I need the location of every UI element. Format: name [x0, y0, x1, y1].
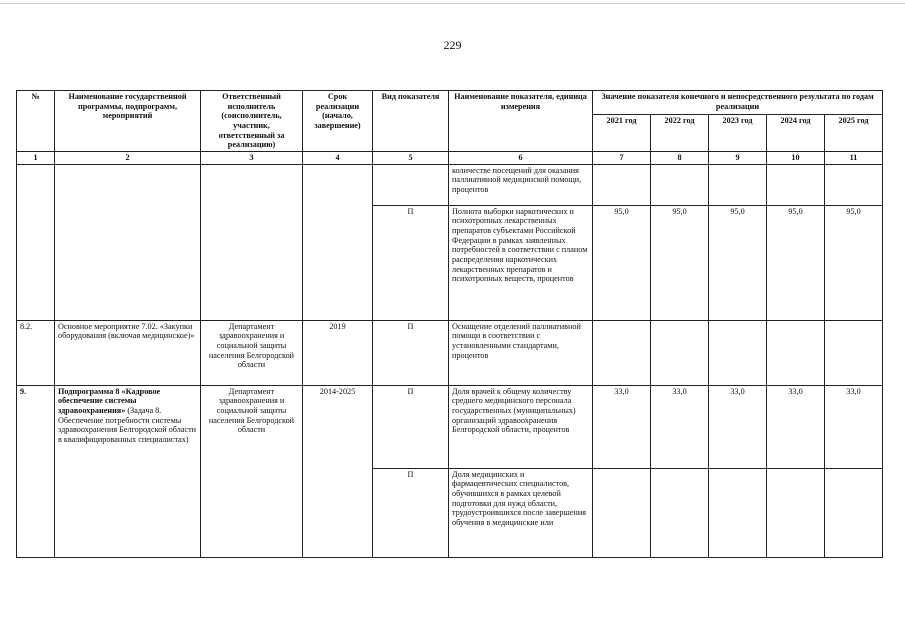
table-row	[17, 320, 883, 385]
cell-value	[651, 164, 709, 205]
cell-kind: П	[373, 385, 449, 468]
cell-indicator: Полнота выборки наркотических и психотропных лекарственных препаратов субъектами Российской Федерации в рамках заявленных потребностей в соответствии с планом распределения наркотических лекарственных препаратов и психотропных веществ, процентов	[449, 205, 593, 320]
cell-indicator: количестве посещений для оказания паллиативной медицинской помощи, процентов	[449, 164, 593, 205]
subprogram-title: Подпрограмма 8 «Кадровое обеспечение системы здравоохранения»	[58, 386, 161, 416]
cell-kind: П	[373, 320, 449, 385]
column-number: 3	[201, 152, 303, 165]
cell-value	[651, 320, 709, 385]
cell-indicator: Доля медицинских и фармацевтических специалистов, обучившихся в рамках целевой подготовки для нужд области, трудоустроившихся после завершения обучения в медицинские или	[449, 468, 593, 557]
cell-term: 2019	[303, 320, 373, 385]
cell-value	[825, 164, 883, 205]
cell-kind: П	[373, 468, 449, 557]
cell-indicator: Доля врачей к общему количеству среднего медицинского персонала государственных (муниципальных) организаций здравоохранения Белгородской области, процентов	[449, 385, 593, 468]
cell-value	[767, 468, 825, 557]
header-year-2023: 2023 год	[709, 115, 767, 152]
header-year-2021: 2021 год	[593, 115, 651, 152]
cell-value	[709, 320, 767, 385]
cell-value	[825, 320, 883, 385]
cell-term: 2014-2025	[303, 385, 373, 557]
cell-no	[17, 164, 55, 320]
cell-value	[825, 468, 883, 557]
header-name: Наименование государственной программы, подпрограмм, мероприятий	[55, 91, 201, 152]
cell-value: 95,0	[709, 205, 767, 320]
cell-value	[767, 164, 825, 205]
cell-value	[709, 468, 767, 557]
header-term: Срок реализации (начало, завершение)	[303, 91, 373, 152]
header-indicator: Наименование показателя, единица измерения	[449, 91, 593, 152]
column-number: 7	[593, 152, 651, 165]
header-year-2024: 2024 год	[767, 115, 825, 152]
cell-name	[55, 164, 201, 320]
page-number: 229	[443, 38, 462, 52]
column-number: 6	[449, 152, 593, 165]
header-year-2025: 2025 год	[825, 115, 883, 152]
cell-executor	[201, 164, 303, 320]
cell-value	[593, 468, 651, 557]
header-executor: Ответственный исполнитель (соисполнитель, участник, ответственный за реализацию)	[201, 91, 303, 152]
table-row	[17, 164, 883, 205]
table-row	[17, 385, 883, 468]
cell-value	[593, 320, 651, 385]
program-table	[16, 90, 883, 558]
header-no: №	[17, 91, 55, 152]
header-row	[17, 91, 883, 115]
subprogram-task: (Задача 8. Обеспечение потребности системы здравоохранения Белгородской области в квалифицированных специалистах)	[58, 406, 197, 445]
cell-executor: Департамент здравоохранения и социальной защиты населения Белгородской области	[201, 385, 303, 557]
column-number: 9	[709, 152, 767, 165]
cell-name: Основное мероприятие 7.02. «Закупки оборудования (включая медицинское)»	[55, 320, 201, 385]
cell-no: 9.	[17, 385, 55, 557]
cell-value: 95,0	[651, 205, 709, 320]
cell-value	[651, 468, 709, 557]
header-values-group: Значение показателя конечного и непосредственного результата по годам реализации	[593, 91, 883, 115]
column-number: 4	[303, 152, 373, 165]
column-number: 1	[17, 152, 55, 165]
column-number: 2	[55, 152, 201, 165]
column-number: 5	[373, 152, 449, 165]
cell-executor: Департамент здравоохранения и социальной защиты населения Белгородской области	[201, 320, 303, 385]
cell-value	[767, 320, 825, 385]
header-kind: Вид показателя	[373, 91, 449, 152]
cell-value: 33,0	[767, 385, 825, 468]
cell-term	[303, 164, 373, 320]
cell-name	[55, 385, 201, 557]
column-number-row	[17, 152, 883, 165]
cell-value: 33,0	[593, 385, 651, 468]
cell-value	[593, 164, 651, 205]
cell-no: 8.2.	[17, 320, 55, 385]
header-year-2022: 2022 год	[651, 115, 709, 152]
cell-value: 95,0	[825, 205, 883, 320]
cell-value: 95,0	[593, 205, 651, 320]
cell-value: 33,0	[825, 385, 883, 468]
cell-value: 33,0	[651, 385, 709, 468]
cell-indicator: Оснащение отделений паллиативной помощи в соответствии с установленными стандартами, процентов	[449, 320, 593, 385]
cell-kind: П	[373, 205, 449, 320]
column-number: 8	[651, 152, 709, 165]
cell-value: 95,0	[767, 205, 825, 320]
column-number: 10	[767, 152, 825, 165]
cell-value	[709, 164, 767, 205]
column-number: 11	[825, 152, 883, 165]
scan-artifact-line	[0, 3, 905, 4]
cell-value: 33,0	[709, 385, 767, 468]
cell-kind	[373, 164, 449, 205]
